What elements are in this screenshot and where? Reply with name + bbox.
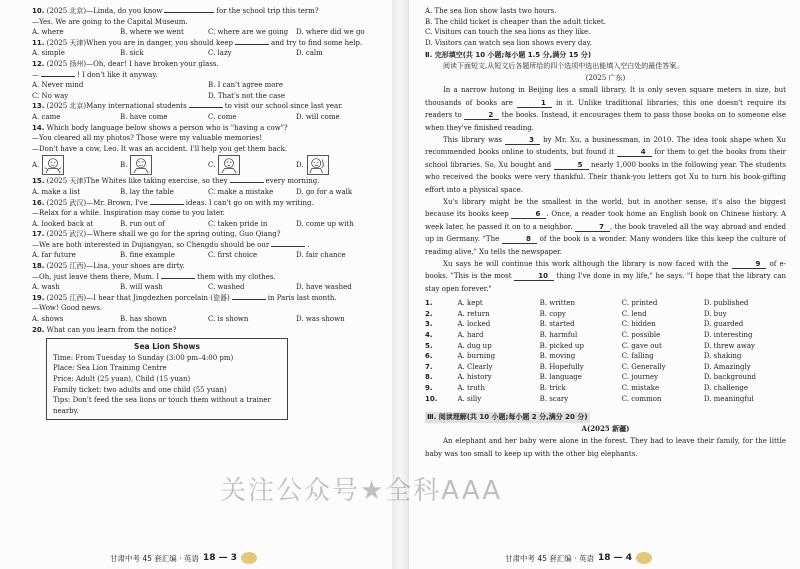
notice-line: Place: Sea Lion Training Centre xyxy=(53,364,167,373)
option: C. taken pride in xyxy=(208,219,268,228)
option: C. first choice xyxy=(208,251,258,260)
face-surprised-icon xyxy=(218,155,240,175)
option: B. I can't agree more xyxy=(208,81,284,90)
choice-row: 1. A. kept B. written C. printed D. published xyxy=(425,299,749,308)
option: C. No way xyxy=(32,91,69,100)
option: D. was shown xyxy=(296,315,345,324)
q20-option: A. The sea lion show lasts two hours. xyxy=(425,7,557,15)
option: D. come up with xyxy=(296,219,354,228)
option: C. make a mistake xyxy=(208,187,274,196)
publisher-logo-icon xyxy=(636,552,652,564)
option: C. where are we going xyxy=(208,28,289,37)
question-19: 19. (2025 江西)—I hear that Jingdezhen porcelain (瓷器) in Paris last month. xyxy=(32,293,337,302)
footer-title: 甘肃中考 45 套汇编 · 英语 xyxy=(110,553,199,563)
q13-options xyxy=(32,112,384,123)
cloze-paragraph-1: In a narrow hutong in Beijing lies a small library. It is only seven square meters in size, but thousands of books are 1 in it. Unlike traditional libraries, this one doesn't require its readers to 2 the books. Instead, it encourages them to pass those books on to someone else when they've finished reading. xyxy=(425,86,786,132)
question-10: 10. (2025 北京)—Linda, do you know for the school trip this term? xyxy=(32,7,319,15)
cloze-paragraph-3: Xu's library might be the smallest in the world, but in another sense, it's also the biggest because its books keep 6 . Once, a reader took home an English book on Chinese history. A week later, he passed it on to a neighbor. 7 , the book traveled all the way abroad and ended up in Germany. "The 8 of the book is a wonder. Many wonders like this keep the culture of reading alive," Xu tells the newspaper. xyxy=(425,198,786,256)
notice-line: Family ticket: two adults and one child (55 yuan) xyxy=(53,385,227,394)
question-15: 15. (2025 天津)The Whites like taking exercise, so they every morning. xyxy=(32,177,320,186)
face-shrug-icon xyxy=(42,155,64,175)
option: C. come xyxy=(208,112,237,121)
notice-title: Sea Lion Shows xyxy=(134,342,200,352)
choice-row: 7. A. Clearly B. Hopefully C. Generally D. Amazingly xyxy=(425,362,751,371)
reading-paragraph-1: An elephant and her baby were alone in the forest. They had to leave their family, for the little baby was too small to keep up with the other big elephants. xyxy=(425,437,786,458)
cloze-paragraph-2: This library was 3 by Mr. Xu, a businessman, in 2010. The idea took shape when Xu recommended books online to students, but found it 4 for them to get the books from their school libraries. So, Xu bought and 5 nearly 1,000 books in the following year. The students who received the books were very thankful. Their thank-you letters got Xu to turn his book-gifting effort into a physical space. xyxy=(425,136,787,194)
option: B. will wash xyxy=(120,283,163,292)
option: A. looked back at xyxy=(32,219,94,228)
notice-line: Price: Adult (25 yuan), Child (15 yuan) xyxy=(53,375,191,383)
q19-reply: —Wow! Good news. xyxy=(32,304,103,313)
option: D. have washed xyxy=(296,283,352,292)
q16-reply: —Relax for a while. Inspiration may come to you later. xyxy=(32,209,225,218)
question-16: 16. (2025 武汉)—Mr. Brown, I've ideas. I can't go on with my writing. xyxy=(32,198,314,207)
watermark-text: 关注公众号★全科AAA xyxy=(220,476,503,506)
q18-options xyxy=(32,282,384,293)
left-footer xyxy=(110,552,257,564)
option: A. Never mind xyxy=(32,81,84,90)
section-cloze-instruction: 阅读下面短文,从短文后各题所给的四个选项中选出能填入空白处的最佳答案。 xyxy=(443,62,684,71)
option: B. has shown xyxy=(120,315,167,324)
option: A. wash xyxy=(32,283,60,292)
option-d: D. xyxy=(296,155,384,175)
option-c: C. xyxy=(208,155,296,175)
choice-row: 2. A. return B. copy C. lend D. buy xyxy=(425,309,727,318)
option: B. where we went xyxy=(120,28,184,37)
option: B. fine example xyxy=(120,251,175,260)
option: A. simple xyxy=(32,49,65,58)
q17-reply: —We are both interested in Dujiangyan, so Chengdu should be our . xyxy=(32,240,310,249)
option: A. make a list xyxy=(32,187,81,196)
question-13: 13. (2025 北京)Many international students to visit our school since last year. xyxy=(32,102,344,111)
option: C. lazy xyxy=(208,49,232,58)
question-18: 18. (2025 江西)—Lisa, your shoes are dirty. xyxy=(32,262,185,271)
choice-row: 10. A. silly B. scary C. common D. meaningful xyxy=(425,394,754,403)
page-number: 18 — 3 xyxy=(202,553,238,563)
option: B. run out of xyxy=(120,219,165,228)
choice-row: 4. A. hard B. harmful C. possible D. interesting xyxy=(425,331,753,340)
option: A. where xyxy=(32,28,64,37)
q12-options xyxy=(32,80,384,91)
notice-line: Time: From Tuesday to Sunday (3:00 pm–4:00 pm) xyxy=(53,353,234,362)
option: D. will come xyxy=(296,112,340,121)
notice-line: Tips: Don't feed the sea lions or touch them without a trainer nearby. xyxy=(53,396,271,415)
passage-source: (2025 广东) xyxy=(585,74,626,83)
page-number: 18 — 4 xyxy=(597,553,633,563)
option: A. far future xyxy=(32,251,76,260)
question-11: 11. (2025 天津)When you are in danger, you should keep and try to find some help. xyxy=(32,38,363,47)
option: C. is shown xyxy=(208,315,249,324)
question-14: 14. Which body language below shows a person who is "having a cow"? xyxy=(32,123,288,132)
option: A. came xyxy=(32,112,61,121)
q12-options-2 xyxy=(32,91,384,102)
choice-row: 6. A. burning B. moving C. falling D. shaking xyxy=(425,352,742,361)
face-hand-gesture-icon xyxy=(307,155,329,175)
q19-options xyxy=(32,314,384,325)
q14-picture-options xyxy=(32,154,384,176)
choice-row: 3. A. locked B. started C. hidden D. guarded xyxy=(425,320,744,329)
face-angry-icon xyxy=(130,155,152,175)
q10-reply: —Yes. We are going to the Capital Museum. xyxy=(32,17,188,26)
option: D. calm xyxy=(296,49,323,58)
choice-row: 9. A. truth B. trick C. mistake D. challenge xyxy=(425,384,749,393)
q16-options xyxy=(32,219,384,230)
q20-option: B. The child ticket is cheaper than the adult ticket. xyxy=(425,17,606,26)
q15-options xyxy=(32,187,384,198)
cloze-paragraph-4: Xu says he will continue this work although the library is now faced with the 9 of e-books. "This is the most 10 thing I've done in my life," he says. "I hope that the library can stay open forever." xyxy=(425,260,786,293)
question-17: 17. (2025 武汉)—Where shall we go for the spring outing, Guo Qiang? xyxy=(32,230,281,239)
option-a: A. xyxy=(32,155,120,175)
choice-row: 8. A. history B. language C. journey D. background xyxy=(425,373,757,382)
passage-a-heading: A(2025 新疆) xyxy=(581,424,630,434)
question-12: 12. (2025 扬州)—Oh, dear! I have broken your glass. xyxy=(32,59,219,68)
publisher-logo-icon xyxy=(241,552,257,564)
footer-title: 甘肃中考 45 套汇编 · 英语 xyxy=(505,553,594,563)
cloze-choices xyxy=(425,298,786,404)
q11-options xyxy=(32,48,384,59)
q18-reply: —Oh, just leave them there, Mum. I them with my clothes. xyxy=(32,272,276,281)
option: A. shows xyxy=(32,315,64,324)
choice-row: 5. A. dug up B. picked up C. gave out D. threw away xyxy=(425,341,755,350)
option: C. washed xyxy=(208,283,245,292)
q12-reply: — ! I don't like it anyway. xyxy=(32,70,158,79)
option: B. have come xyxy=(120,112,168,121)
right-footer xyxy=(505,552,652,564)
option: D. where did we go xyxy=(296,28,365,37)
q10-options xyxy=(32,27,384,38)
q20-option: D. Visitors can watch sea lion shows every day. xyxy=(425,38,592,47)
option: D. go for a walk xyxy=(296,187,353,196)
question-20: 20. What can you learn from the notice? xyxy=(32,325,177,334)
option: D. That's not the case xyxy=(208,91,285,100)
q14-line3: —Don't have a cow, Leo. It was an accident. I'll help you get them back. xyxy=(32,144,288,153)
q20-option: C. Visitors can touch the sea lions as they like. xyxy=(425,28,591,37)
option-b: B. xyxy=(120,155,208,175)
q14-line2: —You cleared all my photos? Those were my valuable memories! xyxy=(32,134,263,143)
option: B. lay the table xyxy=(120,187,174,196)
option: B. sick xyxy=(120,49,144,58)
section-cloze-title: Ⅱ. 完形填空(共 10 小题;每小题 1.5 分,满分 15 分) xyxy=(425,51,592,60)
q17-options xyxy=(32,250,384,261)
section-reading-title: Ⅲ. 阅读理解(共 10 小题;每小题 2 分,满分 20 分) xyxy=(427,413,588,422)
option: D. fair chance xyxy=(296,251,346,260)
notice-box xyxy=(46,338,288,420)
